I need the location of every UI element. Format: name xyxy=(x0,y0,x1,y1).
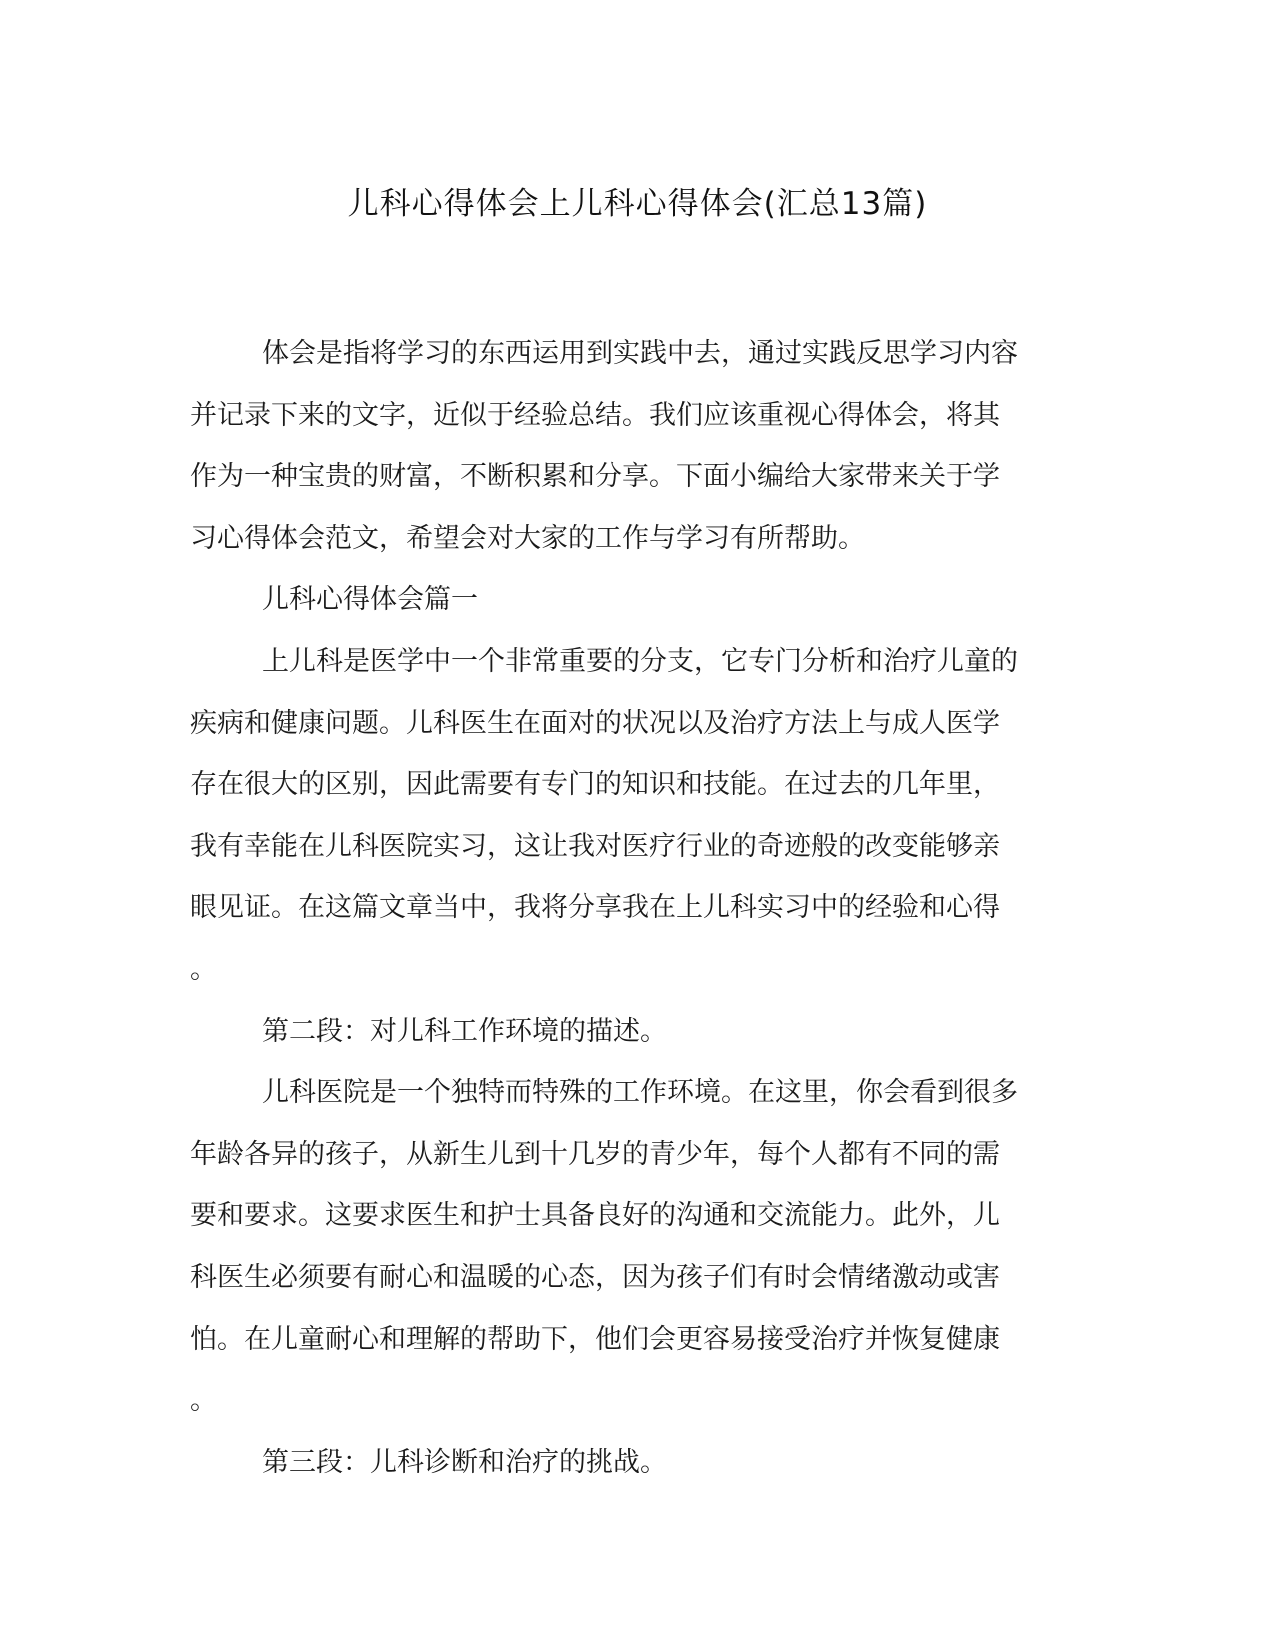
text-line: 习心得体会范文，希望会对大家的工作与学习有所帮助。 xyxy=(190,522,865,554)
text-line: 疾病和健康问题。儿科医生在面对的状况以及治疗方法上与成人医学 xyxy=(190,707,1000,739)
text-line: 存在很大的区别，因此需要有专门的知识和技能。在过去的几年里， xyxy=(190,769,1000,801)
text-line: 年龄各异的孩子，从新生儿到十几岁的青少年，每个人都有不同的需 xyxy=(190,1138,1000,1170)
text-line: 我有幸能在儿科医院实习，这让我对医疗行业的奇迹般的改变能够亲 xyxy=(190,830,1000,862)
text-line: 第二段：对儿科工作环境的描述。 xyxy=(262,1015,667,1047)
text-line: 眼见证。在这篇文章当中，我将分享我在上儿科实习中的经验和心得 xyxy=(190,892,1000,924)
text-line: 。 xyxy=(190,953,217,985)
document-title: 儿科心得体会上儿科心得体会(汇总13篇) xyxy=(347,186,928,222)
text-line: 怕。在儿童耐心和理解的帮助下，他们会更容易接受治疗并恢复健康 xyxy=(190,1323,1000,1355)
text-line: 要和要求。这要求医生和护士具备良好的沟通和交流能力。此外，儿 xyxy=(190,1200,1000,1232)
text-line: 体会是指将学习的东西运用到实践中去，通过实践反思学习内容 xyxy=(262,338,1018,369)
document-body xyxy=(190,323,1070,1493)
text-line: 。 xyxy=(190,1385,217,1417)
text-line: 上儿科是医学中一个非常重要的分支，它专门分析和治疗儿童的 xyxy=(262,645,1018,677)
text-line: 儿科医院是一个独特而特殊的工作环境。在这里，你会看到很多 xyxy=(262,1077,1018,1109)
text-line: 儿科心得体会篇一 xyxy=(262,584,478,616)
text-line: 科医生必须要有耐心和温暖的心态，因为孩子们有时会情绪激动或害 xyxy=(190,1261,1000,1293)
text-line: 并记录下来的文字，近似于经验总结。我们应该重视心得体会，将其 xyxy=(190,399,1000,431)
text-line: 作为一种宝贵的财富，不断积累和分享。下面小编给大家带来关于学 xyxy=(190,461,1000,493)
text-line: 第三段：儿科诊断和治疗的挑战。 xyxy=(262,1446,667,1478)
